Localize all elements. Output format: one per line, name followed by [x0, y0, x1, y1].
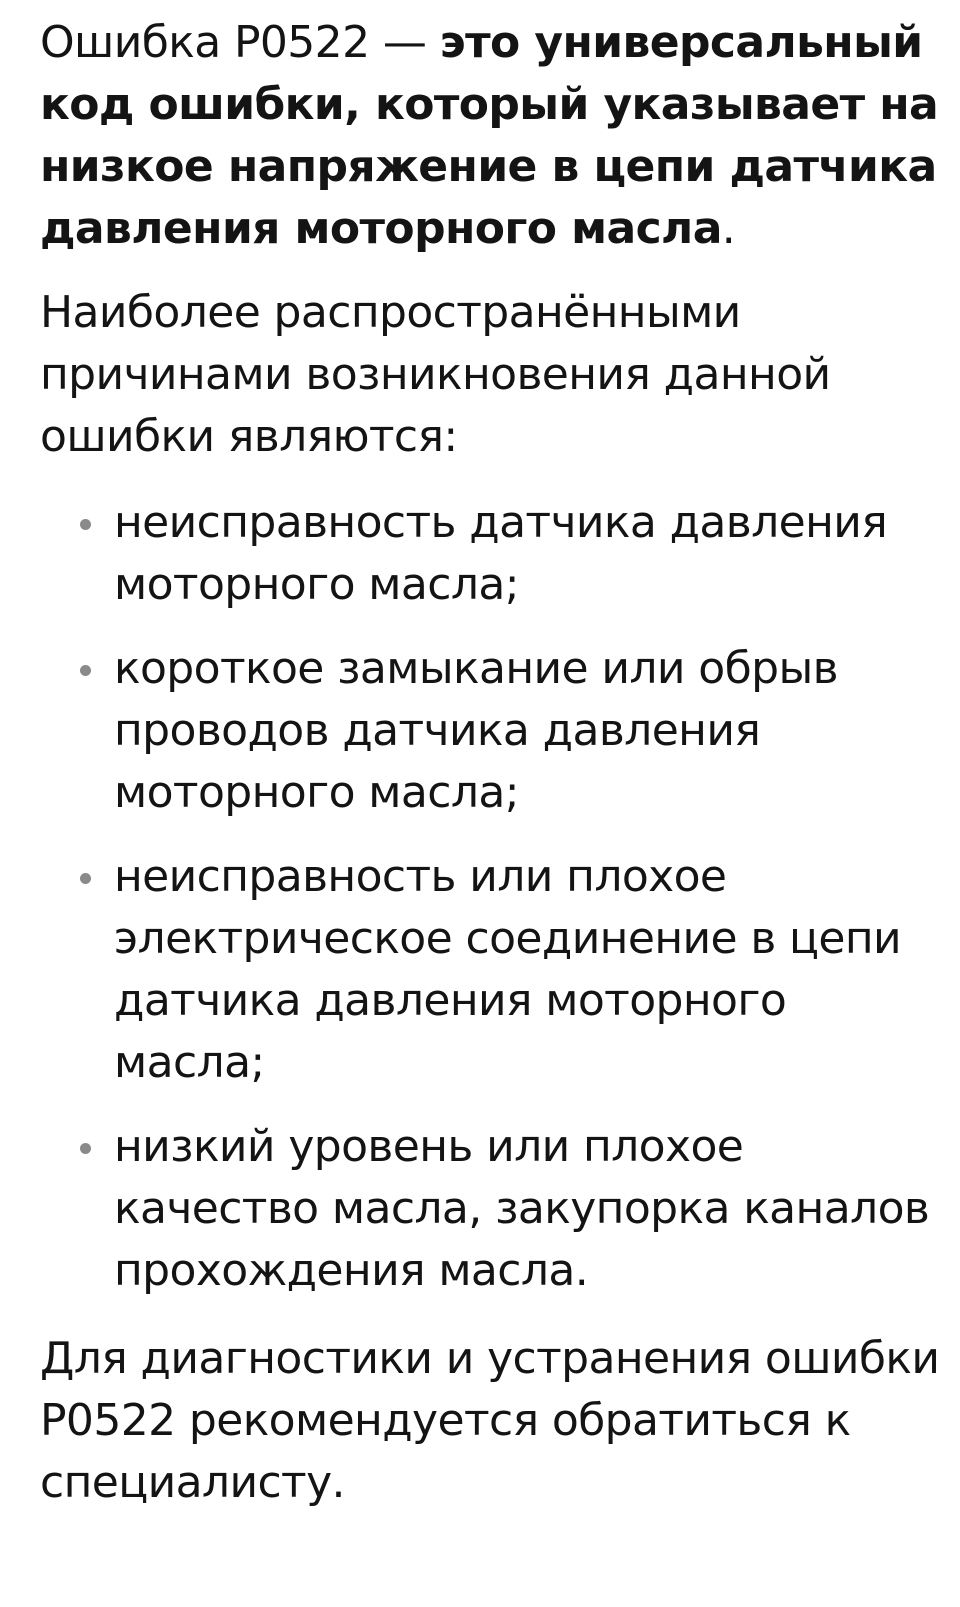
bullet-dot-icon — [80, 1143, 91, 1154]
intro-end-text: . — [721, 203, 736, 254]
bullet-dot-icon — [80, 519, 91, 530]
cause-list-item — [40, 1116, 940, 1302]
cause-text: неисправность или плохое электрическое соединение в цепи датчика давления моторного масла; — [114, 851, 902, 1088]
causes-intro-paragraph: Наиболее распространёнными причинами возникновения данной ошибки являются: — [40, 287, 831, 462]
cause-text: низкий уровень или плохое качество масла, закупорка каналов прохождения масла. — [114, 1121, 930, 1296]
causes-list — [40, 492, 940, 1302]
conclusion-paragraph: Для диагностики и устранения ошибки P0522 рекомендуется обратиться к специалисту. — [40, 1333, 940, 1508]
cause-list-item — [40, 492, 940, 616]
intro-paragraph — [40, 12, 940, 260]
answer-content — [40, 12, 940, 1538]
cause-list-item — [40, 846, 940, 1094]
cause-text: неисправность датчика давления моторного масла; — [114, 497, 888, 610]
bullet-dot-icon — [80, 665, 91, 676]
intro-bold-text: это универсальный код ошибки, который указывает на низкое напряжение в цепи датчика давления моторного масла — [40, 17, 939, 254]
cause-list-item — [40, 638, 940, 824]
bullet-dot-icon — [80, 873, 91, 884]
cause-text: короткое замыкание или обрыв проводов датчика давления моторного масла; — [114, 643, 838, 818]
intro-normal-text: Ошибка P0522 — — [40, 17, 440, 68]
